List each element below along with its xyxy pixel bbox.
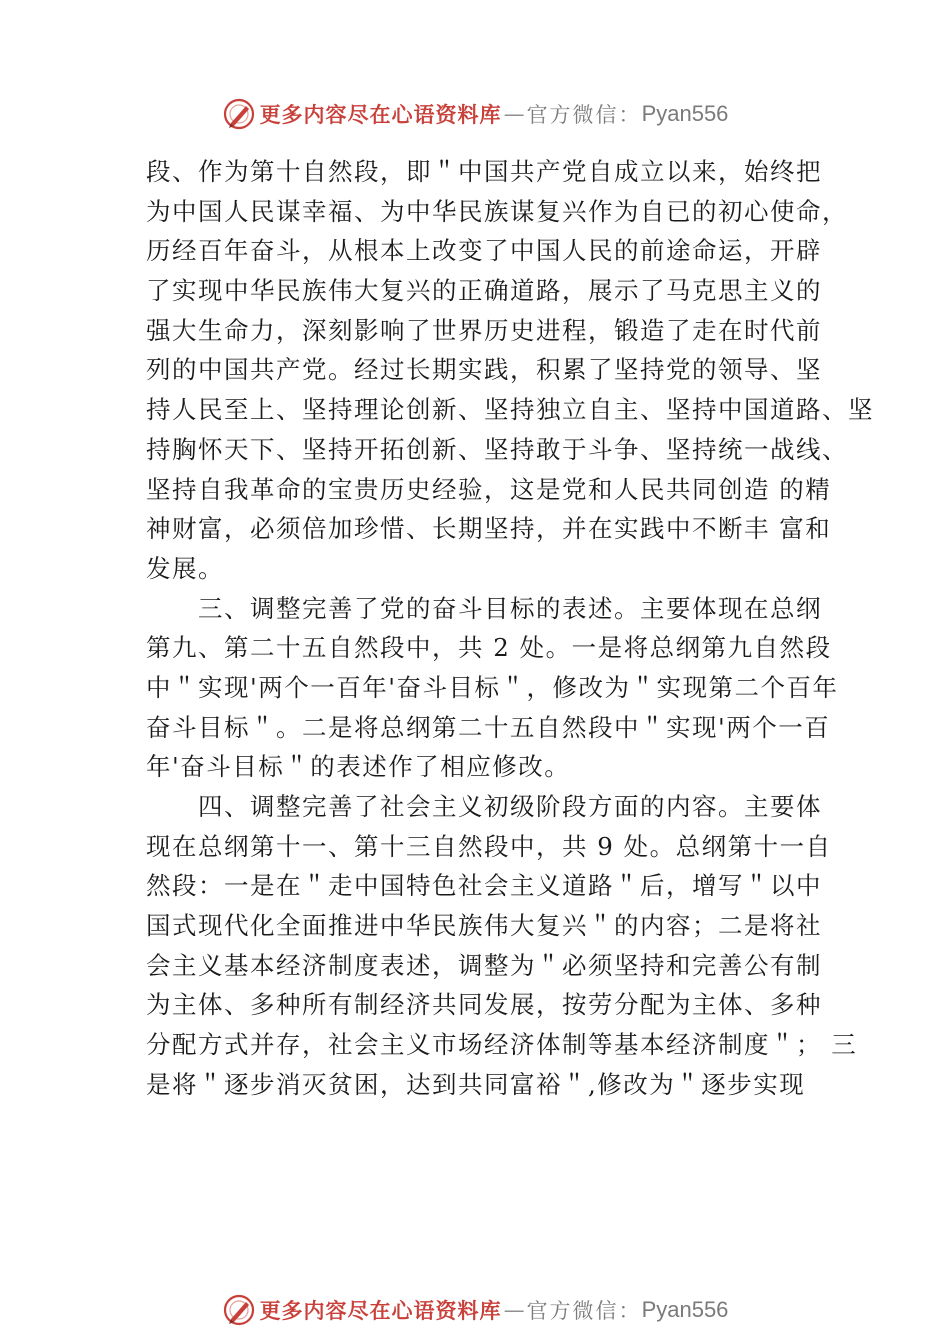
banner-separator: — <box>503 102 525 126</box>
text-line: 是将＂逐步消灭贫困，达到共同富裕＂,修改为＂逐步实现 <box>146 1069 806 1099</box>
banner-wechat-id: Pyan556 <box>641 1297 729 1322</box>
pen-circle-logo-icon <box>222 97 256 131</box>
text-line: 列的中国共产党。经过长期实践，积累了坚持党的领导、坚 <box>146 355 822 385</box>
document-body <box>146 152 874 1105</box>
text-line: 历经百年奋斗，从根本上改变了中国人民的前途命运，开辟 <box>146 236 822 266</box>
footer-banner <box>0 1290 950 1330</box>
text-line: 为中国人民谋幸福、为中华民族谋复兴作为自已的初心使命， <box>146 196 848 226</box>
text-line: 神财富，必须倍加珍惜、长期坚持，并在实践中不断丰 富和 <box>146 514 832 544</box>
banner-sub-text: 官方微信： <box>526 1299 642 1323</box>
text-line: 为主体、多种所有制经济共同发展，按劳分配为主体、多种 <box>146 990 822 1020</box>
text-line: 第九、第二十五自然段中，共 2 处。一是将总纲第九自然段 <box>146 633 832 663</box>
text-line: 年'奋斗目标＂的表述作了相应修改。 <box>146 752 571 782</box>
text-line: 段、作为第十自然段，即＂中国共产党自成立以来，始终把 <box>146 157 822 186</box>
text-line: 会主义基本经济制度表述，调整为＂必须坚持和完善公有制 <box>146 950 822 980</box>
header-banner <box>0 94 950 134</box>
text-line: 中＂实现'两个一百年'奋斗目标＂，修改为＂实现第二个百年 <box>146 672 839 702</box>
text-line: 现在总纲第十一、第十三自然段中，共 9 处。总纲第十一自 <box>146 831 832 861</box>
banner-main-text: 更多内容尽在心语资料库 <box>259 1298 502 1323</box>
pen-circle-logo-icon <box>222 1293 256 1327</box>
text-line: 四、调整完善了社会主义初级阶段方面的内容。主要体 <box>146 792 822 821</box>
text-line: 持胸怀天下、坚持开拓创新、坚持敢于斗争、坚持统一战线、 <box>146 434 848 464</box>
text-line: 强大生命力，深刻影响了世界历史进程，锻造了走在时代前 <box>146 315 822 345</box>
text-line: 然段：一是在＂走中国特色社会主义道路＂后，增写＂以中 <box>146 871 822 901</box>
text-line: 国式现代化全面推进中华民族伟大复兴＂的内容；二是将社 <box>146 911 822 941</box>
banner-sub-text: 官方微信： <box>526 103 642 127</box>
text-line: 发展。 <box>146 553 224 583</box>
text-line: 分配方式并存，社会主义市场经济体制等基本经济制度＂； 三 <box>146 1030 858 1060</box>
text-line: 坚持自我革命的宝贵历史经验，这是党和人民共同创造 的精 <box>146 474 832 504</box>
text-line: 奋斗目标＂。二是将总纲第二十五自然段中＂实现'两个一百 <box>146 712 831 742</box>
banner-main-text: 更多内容尽在心语资料库 <box>259 102 502 127</box>
banner-separator: — <box>503 1298 525 1322</box>
text-line: 了实现中华民族伟大复兴的正确道路，展示了马克思主义的 <box>146 276 822 306</box>
banner-wechat-id: Pyan556 <box>641 101 729 126</box>
text-line: 持人民至上、坚持理论创新、坚持独立自主、坚持中国道路、坚 <box>146 395 874 425</box>
text-line: 三、调整完善了党的奋斗目标的表述。主要体现在总纲 <box>146 593 822 623</box>
